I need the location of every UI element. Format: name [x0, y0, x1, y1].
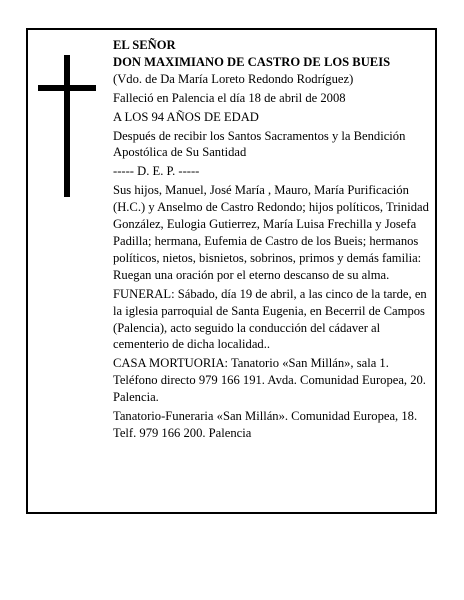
obituary-text	[113, 37, 431, 442]
cross-vertical-bar	[64, 55, 70, 197]
age-at-death: A LOS 94 AÑOS DE EDAD	[113, 109, 259, 124]
date-of-death: Falleció en Palencia el día 18 de abril de 2008	[113, 90, 346, 105]
mortuary-paragraph: CASA MORTUORIA: Tanatorio «San Millán», sala 1. Teléfono directo 979 166 191. Avda. Comunidad Europea, 20. Palencia.	[113, 356, 426, 405]
rip-line: ----- D. E. P. -----	[113, 164, 200, 179]
family-paragraph: Sus hijos, Manuel, José María , Mauro, María Purificación (H.C.) y Anselmo de Castro Redondo; hijos políticos, Trinidad González, Eulogia Gutierrez, María Luisa Frechilla y Josefa Padilla; hermana, Eufemia de Castro de los Bueis; hermanos políticos, nietos, bisnietos, sobrinos, primos y demás familia: Ruegan una oración por el eterno descanso de su alma.	[113, 183, 429, 282]
funeral-home-paragraph: Tanatorio-Funeraria «San Millán». Comunidad Europea, 18. Telf. 979 166 200. Palencia	[113, 409, 418, 440]
deceased-name: DON MAXIMIANO DE CASTRO DE LOS BUEIS	[113, 54, 391, 69]
funeral-paragraph: FUNERAL: Sábado, día 19 de abril, a las cinco de la tarde, en la iglesia parroquial de Santa Eugenia, en Becerril de Campos (Palencia), acto seguido la conducción del cádaver al cementerio de dicha localidad..	[113, 286, 427, 352]
cross-horizontal-bar	[38, 85, 96, 91]
sacraments-note: Después de recibir los Santos Sacramentos y la Bendición Apostólica de Su Santidad	[113, 128, 406, 160]
widower-note: (Vdo. de Da María Loreto Redondo Rodríguez)	[113, 71, 354, 86]
deceased-title: EL SEÑOR	[113, 38, 176, 52]
